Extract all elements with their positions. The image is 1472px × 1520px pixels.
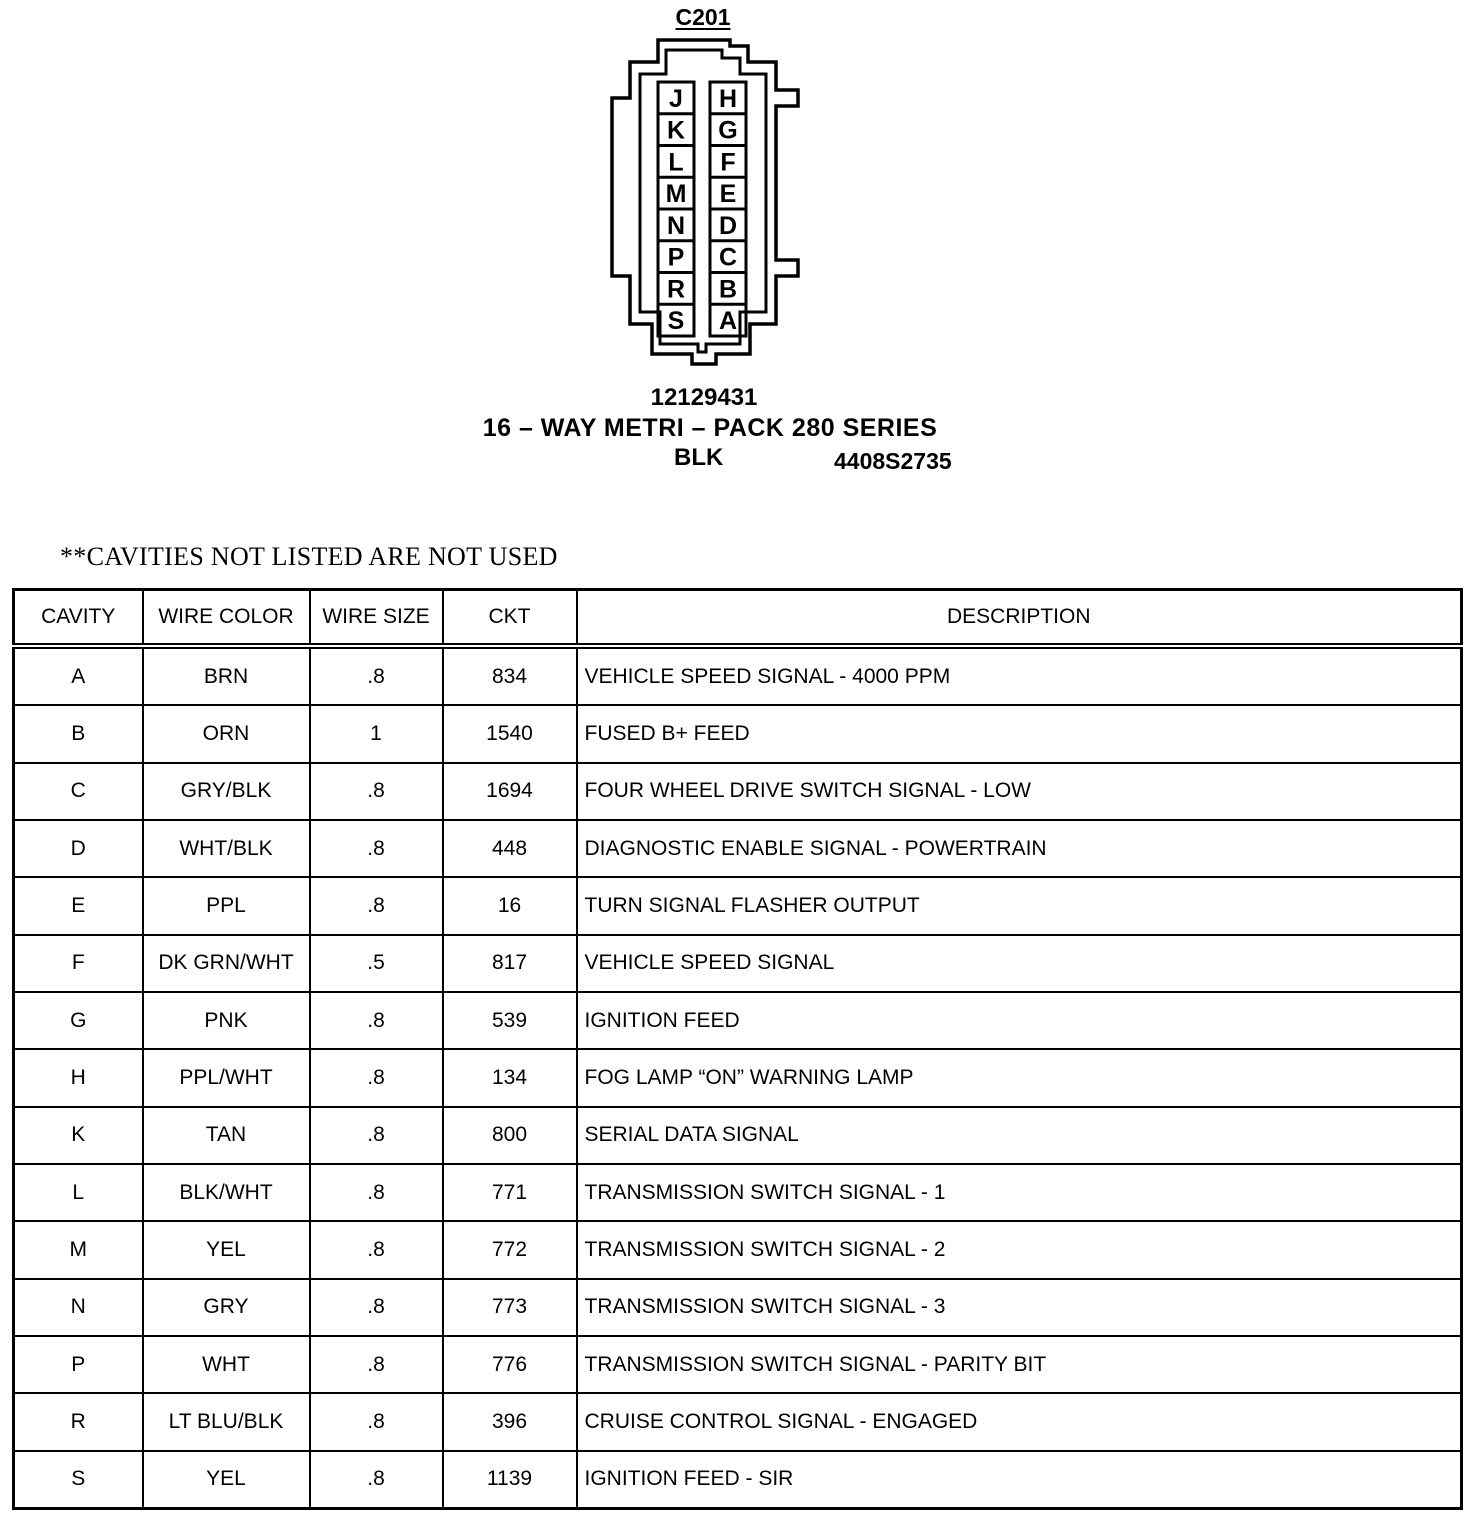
cell-description: TRANSMISSION SWITCH SIGNAL - 3 (577, 1279, 1462, 1336)
cell-wire-color: ORN (143, 705, 310, 762)
unused-cavities-note: **CAVITIES NOT LISTED ARE NOT USED (60, 542, 558, 571)
cell-ckt: 448 (443, 820, 577, 877)
cell-wire-color: LT BLU/BLK (143, 1393, 310, 1450)
cavity-label-k: K (666, 116, 686, 145)
cell-cavity: L (14, 1164, 143, 1221)
table-row (14, 1049, 1462, 1106)
cell-wire-color: GRY/BLK (143, 763, 310, 820)
cavity-label-n: N (666, 211, 686, 240)
cell-ckt: 772 (443, 1221, 577, 1278)
cavity-label-s: S (667, 307, 685, 336)
pinout-table (12, 588, 1463, 1510)
cell-wire-size: .8 (310, 763, 443, 820)
cell-cavity: B (14, 705, 143, 762)
cell-description: IGNITION FEED - SIR (577, 1451, 1462, 1509)
cell-wire-size: 1 (310, 705, 443, 762)
cavity-label-e: E (719, 180, 737, 209)
cavity-label-d: D (718, 211, 738, 240)
cell-description: IGNITION FEED (577, 992, 1462, 1049)
cell-ckt: 134 (443, 1049, 577, 1106)
cavity-label-r: R (666, 275, 686, 304)
cell-description: DIAGNOSTIC ENABLE SIGNAL - POWERTRAIN (577, 820, 1462, 877)
table-row (14, 763, 1462, 820)
cell-wire-color: BRN (143, 646, 310, 705)
cell-wire-size: .8 (310, 877, 443, 934)
cell-wire-size: .8 (310, 820, 443, 877)
cell-wire-size: .8 (310, 1164, 443, 1221)
cell-wire-color: YEL (143, 1451, 310, 1509)
cell-ckt: 834 (443, 646, 577, 705)
cell-description: FOG LAMP “ON” WARNING LAMP (577, 1049, 1462, 1106)
cell-cavity: H (14, 1049, 143, 1106)
cavity-label-g: G (718, 116, 738, 145)
table-row (14, 935, 1462, 992)
cell-wire-color: PPL/WHT (143, 1049, 310, 1106)
connector-title: C201 (675, 4, 731, 30)
cell-wire-size: .8 (310, 1451, 443, 1509)
cell-wire-size: .8 (310, 1107, 443, 1164)
cell-cavity: M (14, 1221, 143, 1278)
table-row (14, 1107, 1462, 1164)
cell-description: SERIAL DATA SIGNAL (577, 1107, 1462, 1164)
cell-wire-size: .8 (310, 1049, 443, 1106)
cell-wire-size: .8 (310, 1221, 443, 1278)
header-cavity: CAVITY (14, 590, 143, 647)
cell-ckt: 1540 (443, 705, 577, 762)
cell-cavity: P (14, 1336, 143, 1393)
cell-cavity: E (14, 877, 143, 934)
cell-ckt: 16 (443, 877, 577, 934)
cell-cavity: G (14, 992, 143, 1049)
cell-wire-color: PPL (143, 877, 310, 934)
header-wire-size: WIRE SIZE (310, 590, 443, 647)
cell-ckt: 773 (443, 1279, 577, 1336)
table-header-row (14, 590, 1462, 647)
table-row (14, 1336, 1462, 1393)
cell-wire-size: .8 (310, 992, 443, 1049)
table-row (14, 1221, 1462, 1278)
cell-description: FOUR WHEEL DRIVE SWITCH SIGNAL - LOW (577, 763, 1462, 820)
cavity-label-a: A (718, 307, 738, 336)
cell-description: TRANSMISSION SWITCH SIGNAL - 1 (577, 1164, 1462, 1221)
cavity-group (658, 85, 746, 335)
cell-cavity: F (14, 935, 143, 992)
cell-wire-size: .8 (310, 646, 443, 705)
cell-cavity: N (14, 1279, 143, 1336)
cell-wire-color: BLK/WHT (143, 1164, 310, 1221)
table-row (14, 1279, 1462, 1336)
connector-color: BLK (674, 444, 724, 471)
cell-cavity: A (14, 646, 143, 705)
cell-wire-size: .8 (310, 1393, 443, 1450)
cavity-label-f: F (720, 148, 736, 177)
table-row (14, 992, 1462, 1049)
table-row (14, 1393, 1462, 1450)
table-row (14, 820, 1462, 877)
table-row (14, 877, 1462, 934)
cell-description: FUSED B+ FEED (577, 705, 1462, 762)
cell-ckt: 776 (443, 1336, 577, 1393)
cell-ckt: 1694 (443, 763, 577, 820)
cell-wire-color: GRY (143, 1279, 310, 1336)
cavity-label-m: M (665, 180, 687, 209)
cell-ckt: 1139 (443, 1451, 577, 1509)
table-row (14, 646, 1462, 705)
table-row (14, 705, 1462, 762)
cell-wire-size: .8 (310, 1336, 443, 1393)
cell-cavity: D (14, 820, 143, 877)
cavity-label-c: C (718, 243, 738, 272)
cell-wire-color: WHT (143, 1336, 310, 1393)
cell-description: TRANSMISSION SWITCH SIGNAL - PARITY BIT (577, 1336, 1462, 1393)
cell-wire-size: .5 (310, 935, 443, 992)
cavity-label-b: B (718, 275, 738, 304)
header-ckt: CKT (443, 590, 577, 647)
cell-description: TRANSMISSION SWITCH SIGNAL - 2 (577, 1221, 1462, 1278)
figure-code: 4408S2735 (834, 448, 952, 474)
table-row (14, 1451, 1462, 1509)
cell-ckt: 539 (443, 992, 577, 1049)
cell-wire-size: .8 (310, 1279, 443, 1336)
header-wire-color: WIRE COLOR (143, 590, 310, 647)
cell-description: CRUISE CONTROL SIGNAL - ENGAGED (577, 1393, 1462, 1450)
cavity-label-l: L (668, 148, 684, 177)
cell-description: VEHICLE SPEED SIGNAL - 4000 PPM (577, 646, 1462, 705)
cell-cavity: R (14, 1393, 143, 1450)
cell-description: VEHICLE SPEED SIGNAL (577, 935, 1462, 992)
cell-cavity: C (14, 763, 143, 820)
cell-ckt: 396 (443, 1393, 577, 1450)
cell-wire-color: YEL (143, 1221, 310, 1278)
cell-wire-color: PNK (143, 992, 310, 1049)
cell-wire-color: TAN (143, 1107, 310, 1164)
cell-ckt: 771 (443, 1164, 577, 1221)
connector-series: 16 – WAY METRI – PACK 280 SERIES (482, 414, 938, 442)
cell-description: TURN SIGNAL FLASHER OUTPUT (577, 877, 1462, 934)
cell-ckt: 817 (443, 935, 577, 992)
cavity-label-j: J (669, 84, 683, 113)
cavity-label-h: H (718, 84, 738, 113)
table-row (14, 1164, 1462, 1221)
part-number: 12129431 (650, 384, 758, 411)
cavity-label-p: P (667, 243, 685, 272)
connector-face-diagram (600, 34, 810, 380)
cell-wire-color: WHT/BLK (143, 820, 310, 877)
cell-wire-color: DK GRN/WHT (143, 935, 310, 992)
header-description: DESCRIPTION (577, 590, 1462, 647)
cell-cavity: S (14, 1451, 143, 1509)
cell-ckt: 800 (443, 1107, 577, 1164)
cell-cavity: K (14, 1107, 143, 1164)
